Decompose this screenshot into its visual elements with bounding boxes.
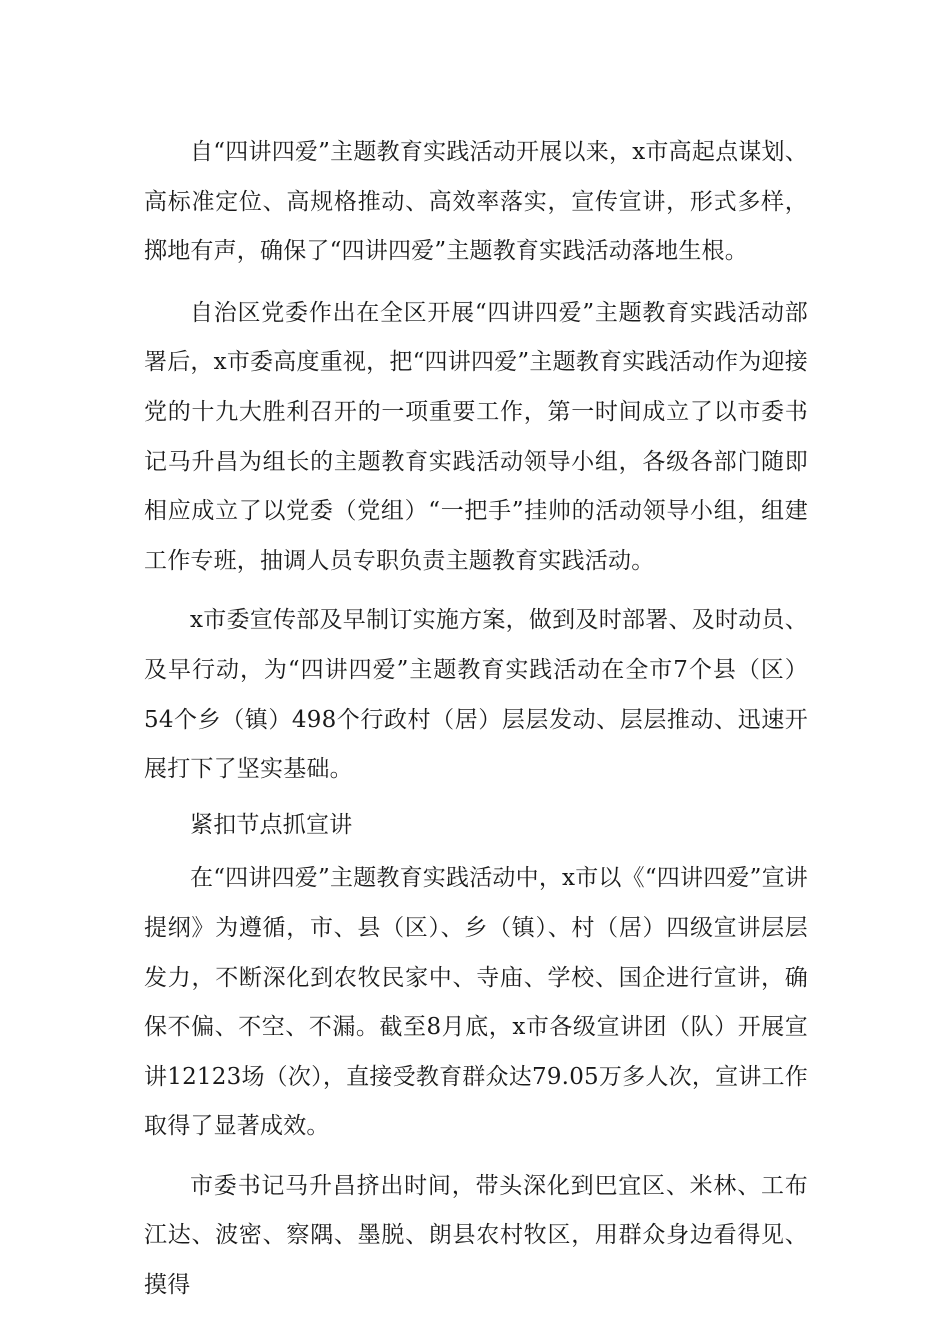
section-heading: 紧扣节点抓宣讲 — [190, 811, 353, 838]
paragraph-leadership: 自治区党委作出在全区开展“四讲四爱”主题教育实践活动部署后，x市委高度重视，把“四讲四爱”主题教育实践活动作为迎接党的十九大胜利召开的一项重要工作，第一时间成立了以市委书记马升昌为组长的主题教育实践活动领导小组，各级各部门随即相应成立了以党委（党组）“一把手”挂帅的活动领导小组，组建工作专班，抽调人员专职负责主题教育实践活动。 — [144, 299, 808, 574]
paragraph-propaganda-dept: x市委宣传部及早制订实施方案，做到及时部署、及时动员、及早行动，为“四讲四爱”主题教育实践活动在全市7个县（区）54个乡（镇）498个行政村（居）层层发动、层层推动、迅速开展打下了坚实基础。 — [144, 607, 808, 783]
paragraph-lectures: 在“四讲四爱”主题教育实践活动中，x市以《“四讲四爱”宣讲提纲》为遵循，市、县（区）、乡（镇）、村（居）四级宣讲层层发力，不断深化到农牧民家中、寺庙、学校、国企进行宣讲，确保不偏、不空、不漏。截至8月底，x市各级宣讲团（队）开展宣讲12123场（次），直接受教育群众达79.05万多人次，宣讲工作取得了显著成效。 — [144, 865, 808, 1140]
paragraph-secretary: 市委书记马升昌挤出时间，带头深化到巴宜区、米林、工布江达、波密、察隅、墨脱、朗县农村牧区，用群众身边看得见、摸得 — [144, 1172, 808, 1299]
paragraph-intro: 自“四讲四爱”主题教育实践活动开展以来，x市高起点谋划、高标准定位、高规格推动、高效率落实，宣传宣讲，形式多样，掷地有声，确保了“四讲四爱”主题教育实践活动落地生根。 — [144, 139, 808, 265]
document-body — [144, 128, 808, 1311]
